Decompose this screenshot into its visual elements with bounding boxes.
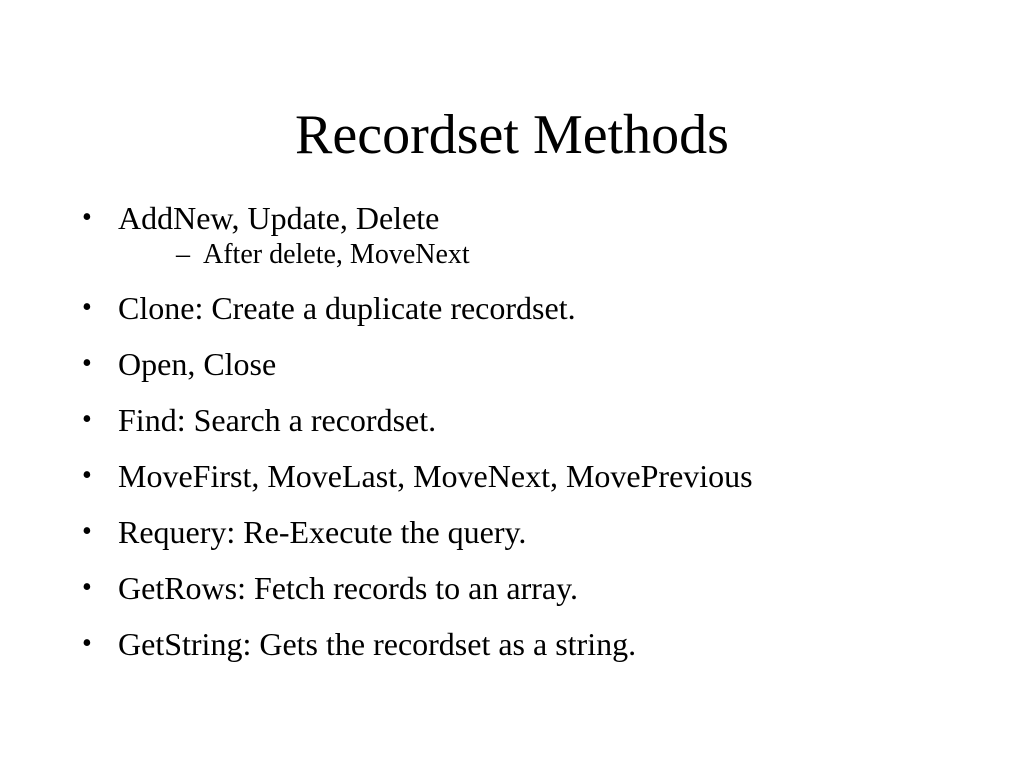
bullet-text: GetString: Gets the recordset as a string. <box>118 626 637 662</box>
bullet-marker: • <box>82 404 92 435</box>
bullet-marker: • <box>82 460 92 491</box>
bullet-list <box>78 195 978 677</box>
bullet-marker: • <box>82 292 92 323</box>
bullet-item <box>78 509 978 555</box>
bullet-item <box>78 195 978 275</box>
bullet-item <box>78 453 978 499</box>
bullet-text: Clone: Create a duplicate recordset. <box>118 290 576 326</box>
bullet-marker: • <box>82 348 92 379</box>
bullet-text: Requery: Re-Execute the query. <box>118 514 527 550</box>
bullet-item <box>78 285 978 331</box>
bullet-text: MoveFirst, MoveLast, MoveNext, MovePrevious <box>118 458 753 494</box>
bullet-text: AddNew, Update, Delete <box>118 200 440 236</box>
bullet-item <box>78 397 978 443</box>
bullet-marker: • <box>82 516 92 547</box>
sub-bullet-text: After delete, MoveNext <box>203 239 470 270</box>
bullet-text: GetRows: Fetch records to an array. <box>118 570 578 606</box>
bullet-marker: • <box>82 202 92 233</box>
sub-bullet-marker: – <box>176 239 190 270</box>
bullet-item <box>78 565 978 611</box>
bullet-item <box>78 621 978 667</box>
bullet-marker: • <box>82 628 92 659</box>
bullet-marker: • <box>82 572 92 603</box>
bullet-text: Find: Search a recordset. <box>118 402 437 438</box>
sub-bullet-list <box>118 235 978 275</box>
slide-title: Recordset Methods <box>295 104 729 166</box>
bullet-text: Open, Close <box>118 346 277 382</box>
sub-bullet-item <box>118 235 978 275</box>
bullet-item <box>78 341 978 387</box>
